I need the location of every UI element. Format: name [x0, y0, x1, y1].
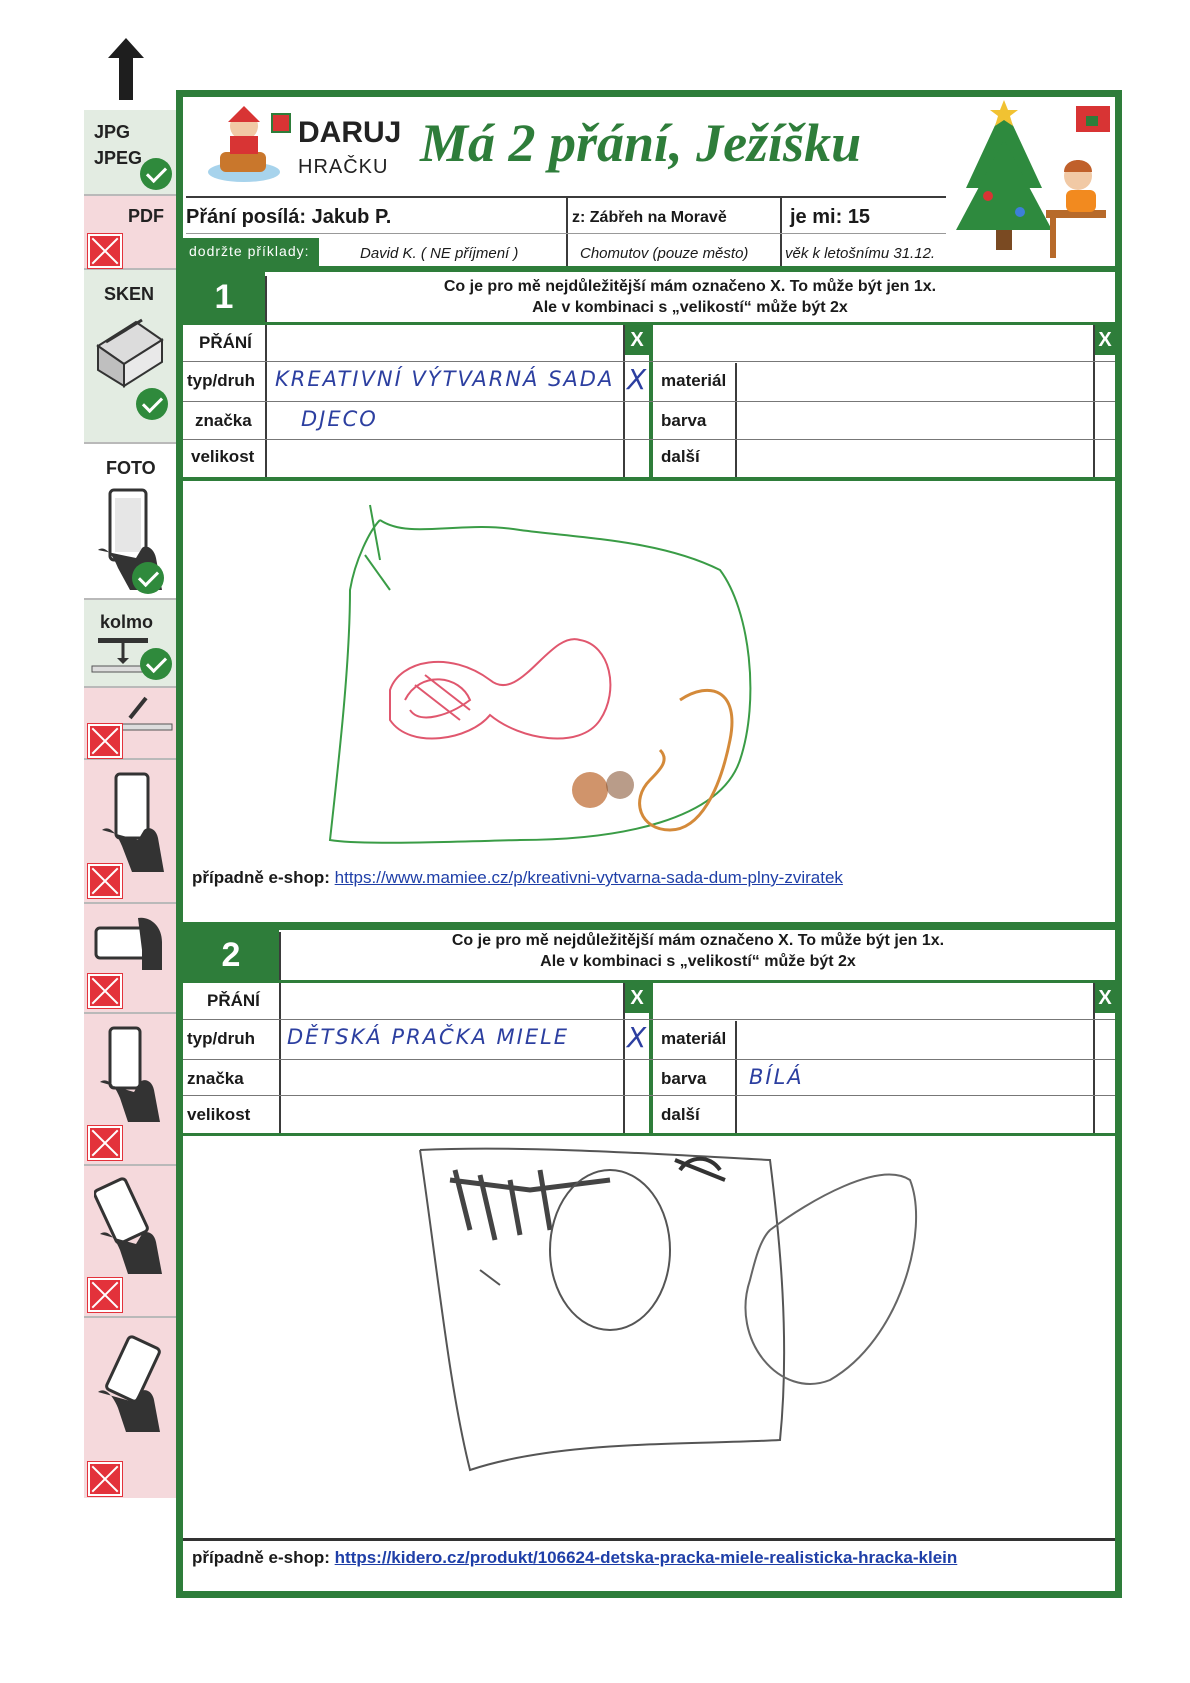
phone-hand-icon	[94, 1334, 166, 1434]
example-city: Chomutov (pouze město)	[580, 245, 749, 262]
cross-icon	[88, 1278, 122, 1312]
label-color: barva	[661, 1069, 707, 1088]
eshop-link[interactable]: https://kidero.cz/produkt/106624-detska-pracka-miele-realisticka-hracka-klein	[334, 1548, 958, 1567]
check-icon	[136, 388, 168, 420]
eshop-link[interactable]: https://www.mamiee.cz/p/kreativni-vytvarna-sada-dum-plny-zviratek	[334, 868, 843, 887]
wish-2-attributes-table	[183, 983, 1115, 1133]
sidebar-item-label: JPEG	[94, 148, 143, 168]
divider	[183, 1133, 1115, 1136]
criteria-line: Co je pro mě nejdůležitější mám označeno X. To může být jen 1x.	[443, 278, 937, 295]
divider	[183, 477, 1115, 481]
label-size: velikost	[187, 1105, 251, 1124]
section-divider	[183, 922, 1115, 930]
label-material: materiál	[661, 1029, 727, 1048]
eshop-row-1	[192, 868, 843, 888]
wish-2-criteria	[286, 930, 1110, 972]
sidebar-item-tilted-5	[84, 1318, 176, 1498]
divider	[186, 233, 946, 234]
format-sidebar	[84, 110, 176, 1600]
check-icon	[140, 158, 172, 190]
brand-value-handwritten: DJECO	[301, 407, 378, 431]
sidebar-item-label: JPG	[94, 122, 131, 142]
sidebar-item-jpg	[84, 110, 176, 196]
label-material: materiál	[661, 371, 727, 390]
label-other: další	[661, 1105, 700, 1124]
sidebar-item-foto	[84, 444, 176, 600]
sidebar-item-tilted-1	[84, 760, 176, 904]
phone-hand-icon	[94, 1176, 166, 1276]
cross-icon	[88, 1462, 122, 1496]
christmas-tree-child-illustration	[946, 100, 1116, 264]
type-value-handwritten: DĚTSKÁ PRAČKA MIELE	[287, 1025, 570, 1049]
color-value-handwritten: BÍLÁ	[749, 1065, 804, 1089]
importance-x-col1: X	[625, 325, 649, 355]
sidebar-item-angled	[84, 688, 176, 760]
label-type: typ/druh	[187, 371, 255, 390]
label-brand: značka	[195, 411, 252, 430]
santa-gift-logo	[206, 106, 294, 186]
sidebar-item-kolmo	[84, 600, 176, 688]
scanner-icon	[92, 312, 166, 390]
label-wish: PŘÁNÍ	[207, 991, 260, 1010]
phone-hand-icon	[92, 912, 166, 974]
section-divider	[183, 266, 1115, 272]
cross-icon	[88, 724, 122, 758]
logo-text-daruj: DARUJ	[298, 116, 402, 149]
sidebar-item-pdf	[84, 196, 176, 270]
divider	[279, 932, 281, 980]
criteria-line: Ale v kombinaci s „velikostí“ může být 2x	[540, 953, 856, 970]
divider	[265, 276, 267, 322]
sidebar-item-label: PDF	[128, 206, 164, 226]
wish-1-criteria	[270, 276, 1110, 318]
eshop-label: případně e-shop:	[192, 1548, 330, 1567]
sidebar-item-tilted-2	[84, 904, 176, 1014]
label-other: další	[661, 447, 700, 466]
divider	[780, 196, 782, 266]
phone-hand-icon	[94, 1024, 164, 1124]
importance-x-col1: X	[625, 983, 649, 1013]
logo-text-hracku: HRAČKU	[298, 156, 389, 178]
criteria-line: Ale v kombinaci s „velikostí“ může být 2x	[532, 299, 848, 316]
phone-hand-icon	[100, 770, 166, 874]
sidebar-item-tilted-4	[84, 1166, 176, 1318]
age-label: je mi:	[790, 206, 843, 228]
type-importance-mark: X	[627, 1021, 649, 1054]
from-label: z:	[572, 209, 586, 226]
example-name: David K. ( NE příjmení )	[360, 245, 519, 262]
importance-x-col2: X	[1095, 325, 1115, 355]
label-brand: značka	[187, 1069, 244, 1088]
page-title: Má 2 přání, Ježíšku	[420, 113, 862, 173]
examples-label: dodržte příklady:	[189, 243, 310, 259]
sender-value: Jakub P.	[311, 206, 392, 228]
wish-number-1: 1	[183, 272, 265, 322]
divider	[566, 196, 568, 266]
label-size: velikost	[191, 447, 255, 466]
up-arrow-icon	[108, 38, 144, 100]
from-value: Zábřeh na Moravě	[589, 209, 727, 226]
wish-1-attributes-table	[183, 325, 1115, 477]
cross-icon	[88, 1126, 122, 1160]
check-icon	[140, 648, 172, 680]
label-type: typ/druh	[187, 1029, 255, 1048]
criteria-line: Co je pro mě nejdůležitější mám označeno X. To může být jen 1x.	[451, 932, 945, 949]
eshop-row-2	[192, 1548, 957, 1568]
from-row	[572, 209, 727, 227]
sender-row	[186, 206, 391, 229]
sender-label: Přání posílá:	[186, 206, 307, 228]
example-age: věk k letošnímu 31.12.	[785, 245, 936, 262]
check-icon	[132, 562, 164, 594]
angled-phone-icon	[120, 694, 174, 734]
type-value-handwritten: KREATIVNÍ VÝTVARNÁ SADA	[275, 367, 615, 391]
label-wish: PŘÁNÍ	[199, 333, 252, 352]
sidebar-item-sken	[84, 270, 176, 444]
cross-icon	[88, 234, 122, 268]
age-value: 15	[847, 206, 871, 228]
eshop-label: případně e-shop:	[192, 868, 330, 887]
wish-number-2: 2	[183, 930, 279, 980]
sidebar-item-label: kolmo	[100, 612, 154, 632]
sidebar-item-label: SKEN	[104, 284, 155, 304]
label-color: barva	[661, 411, 707, 430]
sidebar-item-tilted-3	[84, 1014, 176, 1166]
cross-icon	[88, 864, 122, 898]
child-drawing-1	[320, 500, 800, 860]
age-row	[790, 206, 870, 229]
cross-icon	[88, 974, 122, 1008]
type-importance-mark: X	[627, 363, 649, 396]
divider	[183, 1538, 1115, 1541]
importance-x-col2: X	[1095, 983, 1115, 1013]
child-drawing-2	[410, 1140, 990, 1480]
examples-badge	[183, 238, 319, 266]
sidebar-item-label: FOTO	[106, 458, 156, 478]
